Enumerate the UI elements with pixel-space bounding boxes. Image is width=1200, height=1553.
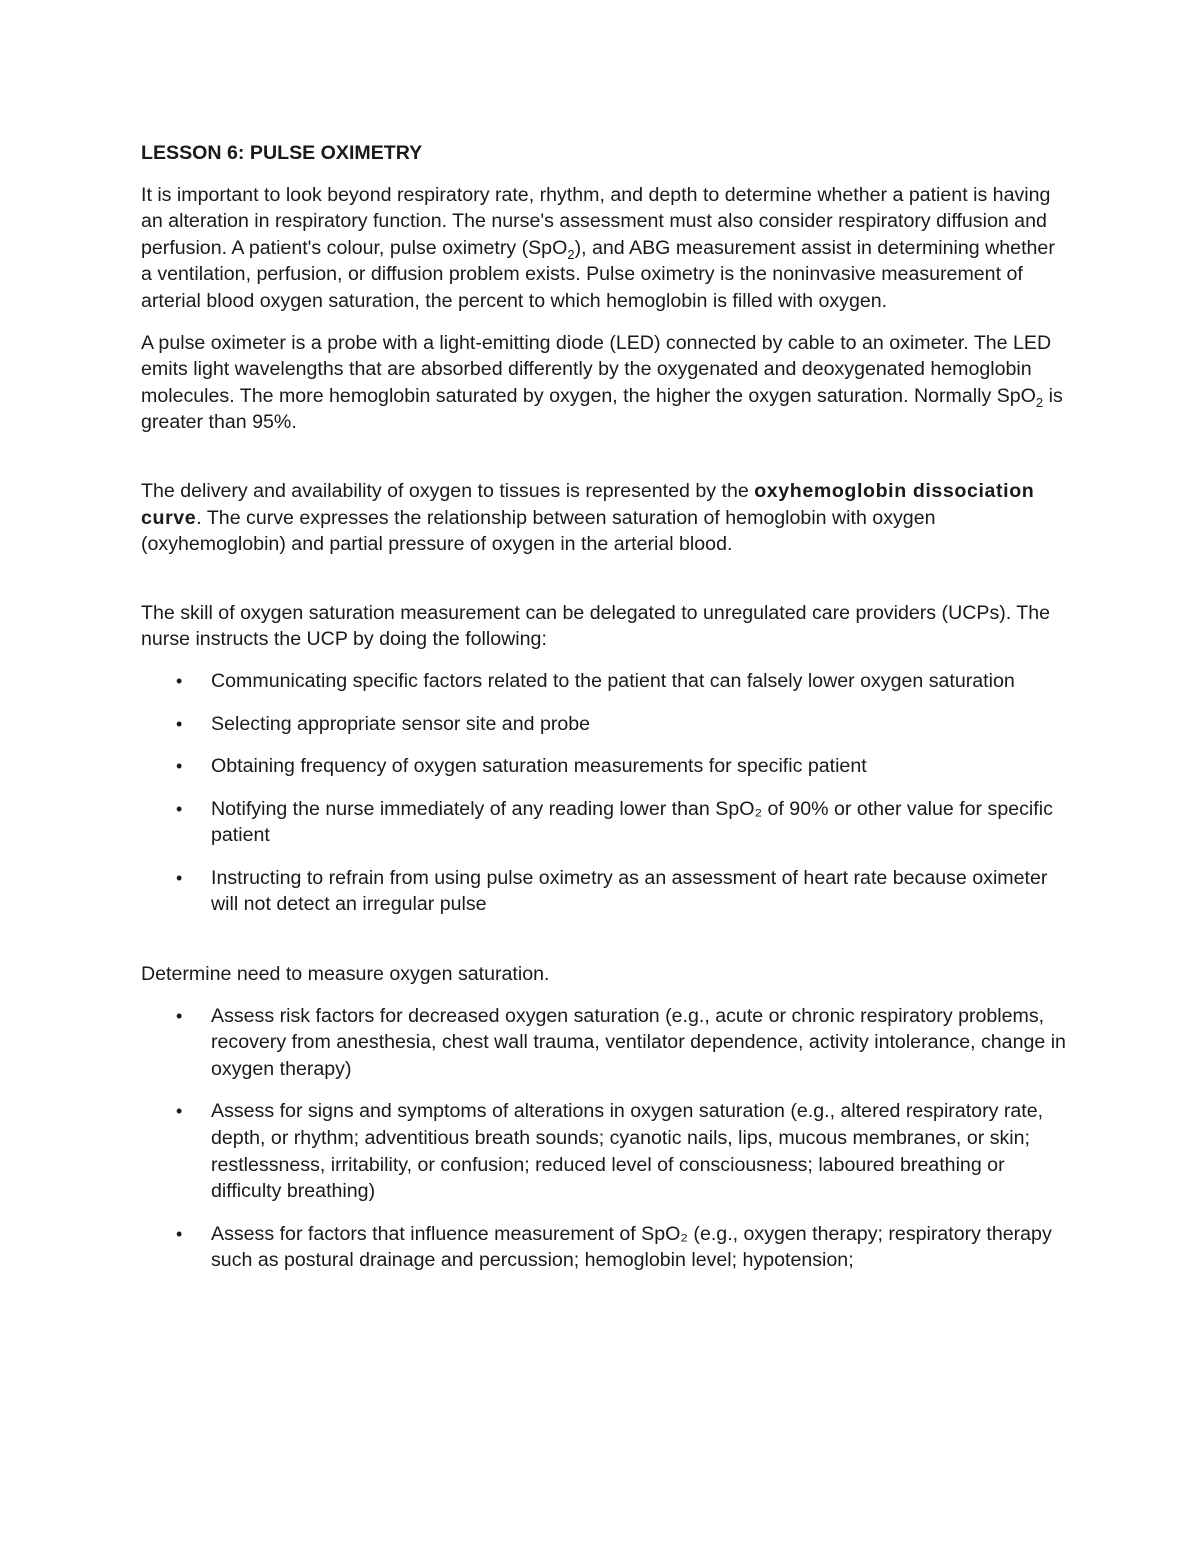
list-item — [141, 668, 1066, 695]
list-item-text: Selecting appropriate sensor site and probe — [211, 712, 591, 735]
paragraph-intro-text-a: It is important to look beyond respiratory rate, rhythm, and depth to determine whether a patient is having an alteration in respiratory function. The nurse's assessment must also consider respiratory diffusion and perfusion. A patient's colour, pulse oximetry (SpO — [141, 183, 1051, 259]
list-item — [141, 1221, 1066, 1274]
list-item-text: Communicating specific factors related to the patient that can falsely lower oxygen saturation — [211, 669, 1015, 692]
bullet-icon: • — [176, 867, 183, 888]
bullet-icon: • — [176, 1101, 183, 1122]
paragraph-delegation: The skill of oxygen saturation measurement can be delegated to unregulated care providers (UCPs). The nurse instructs the UCP by doing the following: — [141, 601, 1051, 651]
list-item-text: Obtaining frequency of oxygen saturation measurements for specific patient — [211, 755, 867, 778]
assessment-list — [141, 1003, 1066, 1274]
delegation-list — [141, 668, 1066, 918]
document-page — [141, 140, 1066, 1290]
list-item-text: Assess for factors that influence measurement of SpO₂ (e.g., oxygen therapy; respiratory therapy such as postural drainage and percussion; hemoglobin level; hypotension; — [211, 1222, 1052, 1272]
bullet-icon: • — [176, 798, 183, 819]
bullet-icon: • — [176, 1223, 183, 1244]
blank-line — [141, 451, 1066, 478]
paragraph-pulse-oximeter-text-b: is greater than 95%. — [141, 384, 1063, 434]
list-item-text: Assess for signs and symptoms of alterations in oxygen saturation (e.g., altered respiratory rate, depth, or rhythm; adventitious breath sounds; cyanotic nails, lips, mucous membranes, or skin; restlessness, irritability, or confusion; reduced level of consciousness; laboured breathing or difficulty breathing) — [211, 1100, 1044, 1203]
list-item — [141, 865, 1066, 918]
bullet-icon: • — [176, 756, 183, 777]
paragraph-pulse-oximeter — [141, 330, 1066, 436]
subscript-2: 2 — [1035, 394, 1044, 410]
paragraph-dissociation-text-a: The delivery and availability of oxygen to tissues is represented by the — [141, 479, 755, 502]
paragraph-pulse-oximeter-text-a: A pulse oximeter is a probe with a light-emitting diode (LED) connected by cable to an oximeter. The LED emits light wavelengths that are absorbed differently by the oxygenated and deoxygenated hemoglobin molecules. The more hemoglobin saturated by oxygen, the higher the oxygen saturation. Normally SpO — [141, 331, 1052, 407]
list-item — [141, 796, 1066, 849]
list-item — [141, 753, 1066, 780]
lesson-title: LESSON 6: PULSE OXIMETRY — [141, 142, 423, 164]
blank-line — [141, 573, 1066, 600]
list-item — [141, 1003, 1066, 1083]
subscript-2: 2 — [567, 246, 575, 262]
paragraph-dissociation-curve — [141, 478, 1066, 558]
blank-line — [141, 934, 1066, 961]
bold-term: oxyhemoglobin dissociation curve — [141, 479, 1035, 529]
bullet-icon: • — [176, 1005, 183, 1026]
paragraph-determine-need: Determine need to measure oxygen saturation. — [141, 963, 550, 986]
list-item-text: Assess risk factors for decreased oxygen saturation (e.g., acute or chronic respiratory problems, recovery from anesthesia, chest wall trauma, ventilator dependence, activity intolerance, change in oxygen therapy) — [211, 1004, 1066, 1080]
list-item-text: Notifying the nurse immediately of any reading lower than SpO₂ of 90% or other value for specific patient — [211, 797, 1053, 847]
list-item-text: Instructing to refrain from using pulse oximetry as an assessment of heart rate because oximeter will not detect an irregular pulse — [211, 866, 1048, 916]
paragraph-intro-text-b: ), and ABG measurement assist in determining whether a ventilation, perfusion, or diffusion problem exists. Pulse oximetry is the noninvasive measurement of arterial blood oxygen saturation, the percent to which hemoglobin is filled with oxygen. — [141, 236, 1055, 312]
list-item — [141, 711, 1066, 738]
paragraph-intro — [141, 182, 1066, 315]
bullet-icon: • — [176, 713, 183, 734]
bullet-icon: • — [176, 670, 183, 691]
list-item — [141, 1098, 1066, 1204]
paragraph-dissociation-text-b: . The curve expresses the relationship between saturation of hemoglobin with oxygen (oxyhemoglobin) and partial pressure of oxygen in the arterial blood. — [141, 506, 936, 556]
